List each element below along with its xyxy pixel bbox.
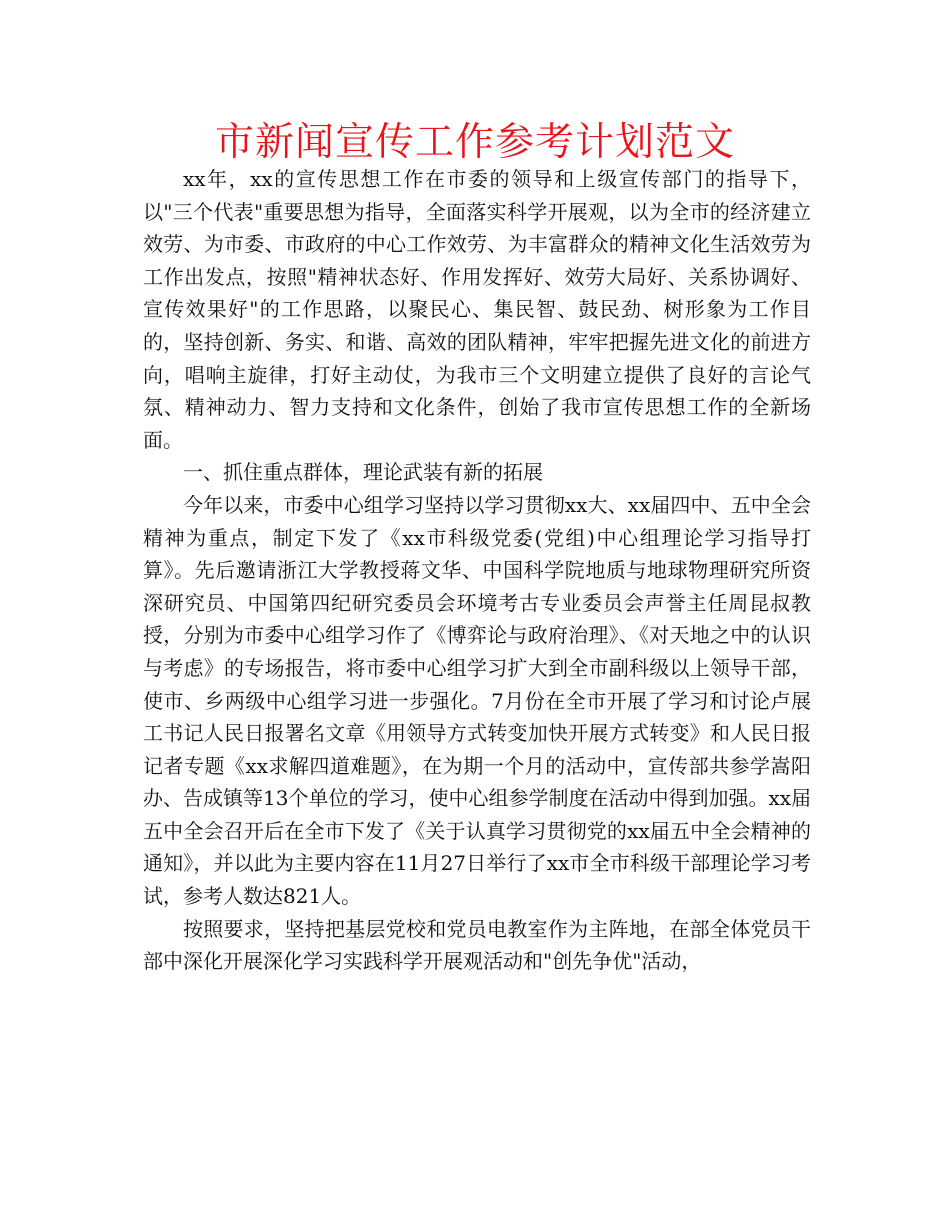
document-title: 市新闻宣传工作参考计划范文: [214, 120, 735, 165]
paragraph-intro: xx年，xx的宣传思想工作在市委的领导和上级宣传部门的指导下，以"三个代表"重要思想为指导，全面落实科学开展观，以为全市的经济建立效劳、为市委、市政府的中心工作效劳、为丰富群众的精神文化生活效劳为工作出发点，按照"精神状态好、作用发挥好、效劳大局好、关系协调好、宣传效果好"的工作思路，以聚民心、集民智、鼓民劲、树形象为工作目的，坚持创新、务实、和谐、高效的团队精神，牢牢把握先进文化的前进方向，唱响主旋律，打好主动仗，为我市三个文明建立提供了良好的言论气氛、精神动力、智力支持和文化条件，创始了我市宣传思想工作的全新场面。: [143, 167, 811, 452]
section-heading-1: 一、抓住重点群体，理论武装有新的拓展: [183, 460, 543, 485]
paragraph-theory-study: 今年以来，市委中心组学习坚持以学习贯彻xx大、xx届四中、五中全会精神为重点，制定下发了《xx市科级党委(党组)中心组理论学习指导打算》。先后邀请浙江大学教授蒋文华、中国科学院地质与地球物理研究所资深研究员、中国第四纪研究委员会环境考古专业委员会声誉主任周昆叔教授，分别为市委中心组学习作了《博弈论与政府治理》、《对天地之中的认识与考虑》的专场报告，将市委中心组学习扩大到全市副科级以上领导干部，使市、乡两级中心组学习进一步强化。7月份在全市开展了学习和讨论卢展工书记人民日报署名文章《用领导方式转变加快开展方式转变》和人民日报记者专题《xx求解四道难题》，在为期一个月的活动中，宣传部共参学嵩阳办、告成镇等13个单位的学习，使中心组参学制度在活动中得到加强。xx届五中全会召开后在全市下发了《关于认真学习贯彻党的xx届五中全会精神的通知》，并以此为主要内容在11月27日举行了xx市全市科级干部理论学习考试，参考人数达821人。: [143, 492, 812, 909]
document-body: [143, 163, 811, 978]
paragraph-party-school: 按照要求，坚持把基层党校和党员电教室作为主阵地，在部全体党员干部中深化开展深化学习实践科学开展观活动和"创先争优"活动，: [143, 916, 811, 974]
